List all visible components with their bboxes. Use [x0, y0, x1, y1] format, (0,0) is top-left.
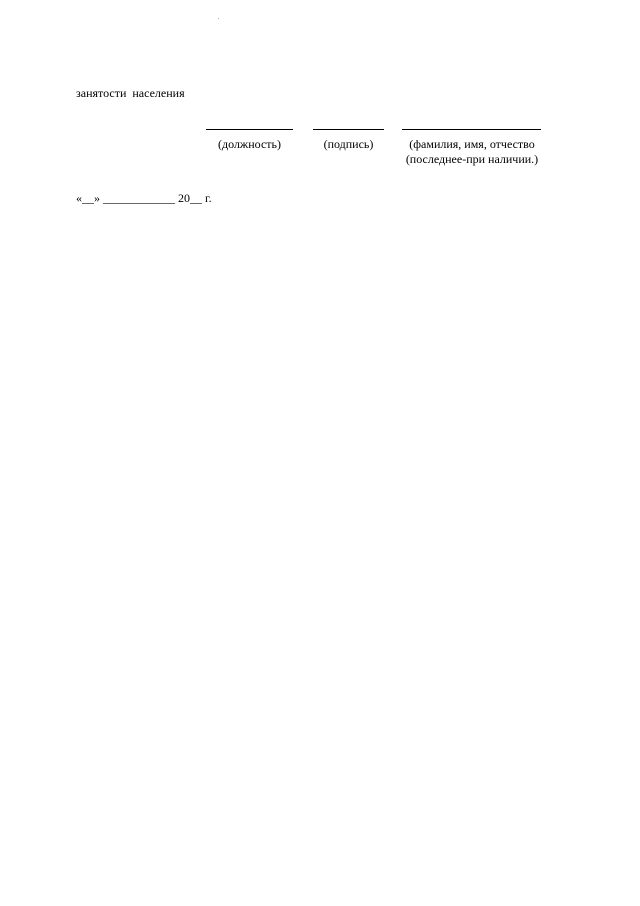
position-caption: (должность) — [218, 137, 281, 151]
scan-speck — [218, 18, 219, 19]
signature-underline — [313, 129, 384, 130]
position-underline — [206, 129, 293, 130]
signature-caption: (подпись) — [323, 137, 374, 151]
fullname-underline — [402, 129, 541, 130]
date-line: «__» ____________ 20__ г. — [76, 191, 212, 205]
fullname-caption: (фамилия, имя, отчество (последнее-при наличии.) — [405, 137, 539, 166]
department-text: занятости населения — [76, 86, 185, 100]
